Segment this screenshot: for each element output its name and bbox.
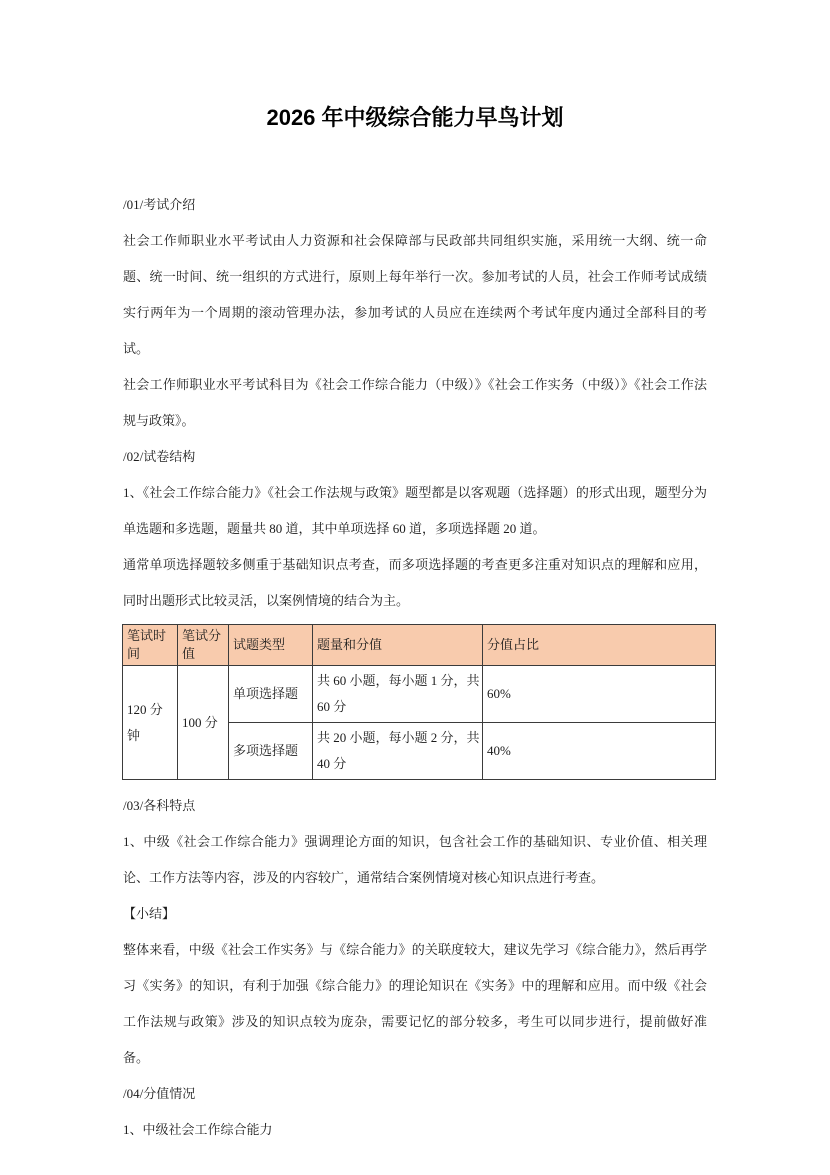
table-header-cell-time: 笔试时间 (123, 625, 178, 666)
table-cell-ratio: 40% (483, 723, 716, 780)
paragraph-paper-structure-1: 1、《社会工作综合能力》《社会工作法规与政策》题型都是以客观题（选择题）的形式出现，题型分为单选题和多选题，题量共 80 道，其中单项选择 60 道，多项选择题 20 道。 (123, 485, 707, 536)
table-cell-detail: 共 60 小题，每小题 1 分，共 60 分 (313, 666, 483, 723)
paragraph-subject-features: 1、中级《社会工作综合能力》强调理论方面的知识，包含社会工作的基础知识、专业价值、相关理论、工作方法等内容，涉及的内容较广，通常结合案例情境对核心知识点进行考查。 (123, 834, 707, 885)
section-heading-04: /04/分值情况 (123, 1086, 196, 1101)
table-row (123, 666, 716, 723)
page-title: 2026 年中级综合能力早鸟计划 (266, 105, 564, 130)
table-header-cell-score: 笔试分值 (178, 625, 229, 666)
paragraph-exam-intro-1: 社会工作师职业水平考试由人力资源和社会保障部与民政部共同组织实施，采用统一大纲、统一命题、统一时间、统一组织的方式进行，原则上每年举行一次。参加考试的人员，社会工作师考试成绩实行两年为一个周期的滚动管理办法，参加考试的人员应在连续两个考试年度内通过全部科目的考试。 (123, 233, 707, 356)
table-header-row (123, 625, 716, 666)
subsection-heading-summary: 【小结】 (123, 906, 176, 921)
paragraph-summary: 整体来看，中级《社会工作实务》与《综合能力》的关联度较大，建议先学习《综合能力》，然后再学习《实务》的知识，有利于加强《综合能力》的理论知识在《实务》中的理解和应用。而中级《社会工作法规与政策》涉及的知识点较为庞杂，需要记忆的部分较多，考生可以同步进行，提前做好准备。 (123, 942, 707, 1065)
table-cell-ratio: 60% (483, 666, 716, 723)
paragraph-score-distribution: 1、中级社会工作综合能力 (123, 1122, 273, 1137)
table-header-cell-type: 试题类型 (229, 625, 313, 666)
exam-structure-table (122, 624, 716, 780)
table-cell-type: 多项选择题 (229, 723, 313, 780)
section-heading-02: /02/试卷结构 (123, 449, 196, 464)
paragraph-paper-structure-2: 通常单项选择题较多侧重于基础知识点考查，而多项选择题的考查更多注重对知识点的理解和应用，同时出题形式比较灵活，以案例情境的结合为主。 (123, 557, 707, 608)
table-cell-duration: 120 分钟 (123, 666, 178, 780)
paragraph-exam-intro-2: 社会工作师职业水平考试科目为《社会工作综合能力（中级）》《社会工作实务（中级）》《社会工作法规与政策》。 (123, 377, 707, 428)
section-heading-03: /03/各科特点 (123, 798, 196, 813)
table-header-cell-ratio: 分值占比 (483, 625, 716, 666)
table-header-cell-detail: 题量和分值 (313, 625, 483, 666)
table-cell-detail: 共 20 小题，每小题 2 分，共 40 分 (313, 723, 483, 780)
section-heading-01: /01/考试介绍 (123, 197, 196, 212)
table-cell-type: 单项选择题 (229, 666, 313, 723)
table-cell-total-score: 100 分 (178, 666, 229, 780)
